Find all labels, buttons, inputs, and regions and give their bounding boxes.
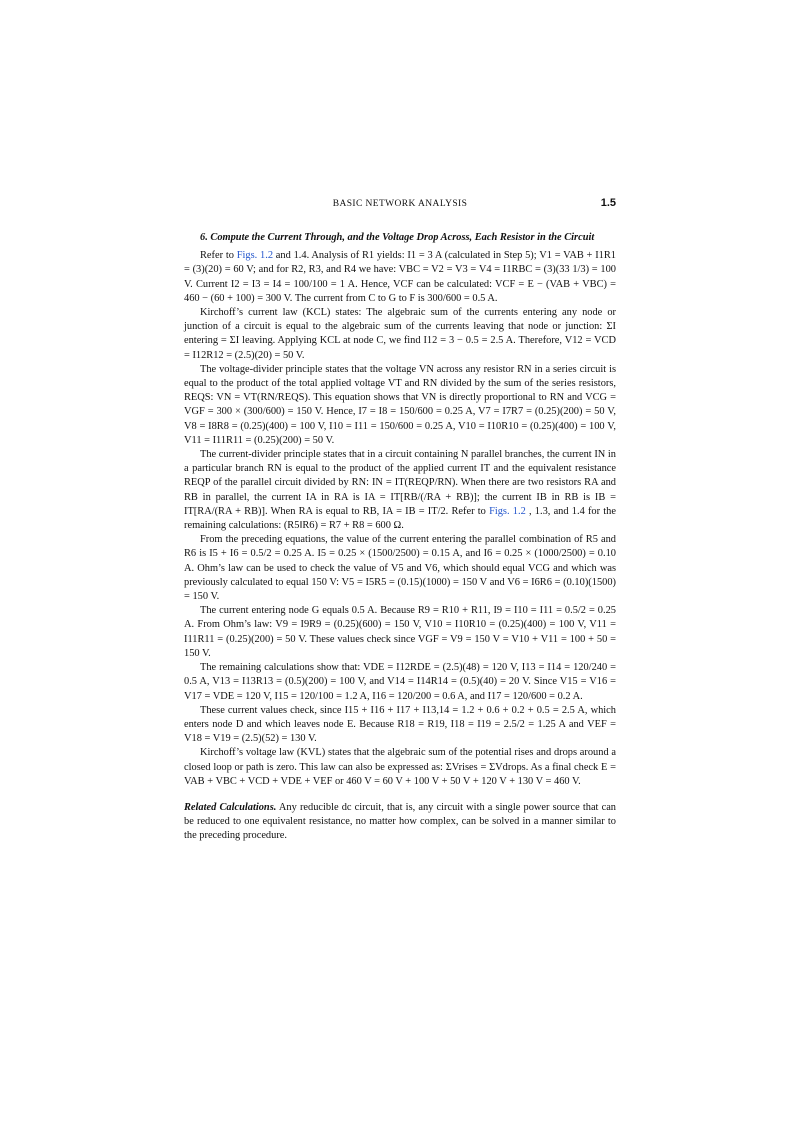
paragraph-current-divider — [184, 448, 616, 533]
text-run: and 1.4. Analysis of R1 yields: I1 = 3 A (calculated in Step 5); V1 = VAB + I1R1 = (3)(20) = 60 V; and for R2, R3, and R4 we have: VBC = V2 = V3 = V4 = I1RBC = (3)(33 1/3) = 100 V. Current I2 = I3 = I4 = 100/100 = 1 A. Hence, VCF can be calculated: VCF = E − (VAB + VBC) = 460 − (60 + 100) = 300 V. The current from C to G to F is 300/600 = 0.5 A. — [184, 250, 616, 304]
text-run: Refer to — [200, 250, 237, 262]
paragraph-kvl: Kirchoff’s voltage law (KVL) states that the algebraic sum of the potential rises and drops around a closed loop or path is zero. This law can also be expressed as: ΣVrises = ΣVdrops. As a final check E = VAB + VBC + VCD + VDE + VEF or 460 V = 60 V + 100 V + 50 V + 120 V + 130 V = 460 V. — [184, 747, 616, 787]
figure-link[interactable]: Figs. 1.2 — [236, 250, 274, 262]
paragraph-parallel-combination: From the preceding equations, the value of the current entering the parallel combination of R5 and R6 is I5 + I6 = 0.5/2 = 0.25 A. I5 = 0.25 × (1500/2500) = 0.15 A, and I6 = 0.25 × (1000/2500) = 0.10 A. Ohm’s law can be used to check the value of V5 and V6, which should equal VCG and which was previously calculated to equal 150 V: V5 = I5R5 = (0.15)(1000) = 150 V and V6 = I6R6 = (0.10)(1500) = 150 V. — [184, 534, 616, 603]
paragraph-node-g: The current entering node G equals 0.5 A. Because R9 = R10 + R11, I9 = I10 = I11 = 0.5/2 = 0.25 A. From Ohm’s law: V9 = I9R9 = (0.25)(600) = 150 V, V10 = I10R10 = (0.25)(400) = 100 V, V11 = I11R11 = (0.25)(200) = 50 V. These values check since VGF = V9 = 150 V = V10 + V11 = 100 + 50 = 150 V. — [184, 605, 616, 659]
running-header — [184, 199, 616, 215]
related-label: Related Calculations. — [184, 801, 277, 813]
figure-link[interactable]: Figs. 1.2 — [489, 505, 526, 517]
related-text: Any reducible dc circuit, that is, any circuit with a single power source that can be reduced to one equivalent resistance, no matter how complex, can be solved in a manner similar to the preceding procedure. — [184, 801, 616, 842]
paragraph-remaining-calculations: The remaining calculations show that: VDE = I12RDE = (2.5)(48) = 120 V, I13 = I14 = 120/240 = 0.5 A, V13 = I13R13 = (0.5)(200) = 100 V, and V14 = I14R14 = (0.5)(40) = 20 V. Since V15 = V16 = V17 = VDE = 120 V, I15 = 120/100 = 1.2 A, I16 = 120/200 = 0.6 A, and I17 = 120/600 = 0.2 A. — [184, 662, 616, 702]
page-number: 1.5 — [600, 197, 616, 209]
paragraph-analysis-r1 — [184, 249, 616, 306]
body-text — [184, 231, 616, 844]
text-run: , 1.3, and 1.4 for the remaining calculations: (R5‖R6) = R7 + R8 = 600 Ω. — [184, 505, 616, 532]
step-heading: 6. Compute the Current Through, and the Voltage Drop Across, Each Resistor in the Circuit — [200, 232, 595, 243]
text-run: The current-divider principle states that in a circuit containing N parallel branches, the current IN in a particular branch RN is equal to the product of the applied current IT and the equivalent resistance REQP of the parallel circuit divided by RN: IN = IT(REQP/RN). When there are two resistors RA and RB in parallel, the current IA in RA is IA = IT[RB/(/RA + RB)]; the current IB in RB is IB = IT[RA/(RA + RB)]. When RA is equal to RB, IA = IB = IT/2. Refer to — [184, 449, 616, 517]
paragraph-kcl: Kirchoff’s current law (KCL) states: The algebraic sum of the currents entering any node or junction of a circuit is equal to the algebraic sum of the currents leaving that node or junction: ΣI entering = ΣI leaving. Applying KCL at node C, we find I12 = 3 − 0.5 = 2.5 A. Therefore, V12 = VCD = I12R12 = (2.5)(20) = 50 V. — [184, 307, 616, 361]
paragraph-current-check: These current values check, since I15 + I16 + I17 + I13,14 = 1.2 + 0.6 + 0.2 + 0.5 = 2.5 A, which enters node D and which leaves node E. Because R18 = R19, I18 = I19 = 2.5/2 = 1.25 A and VEF = V18 = V19 = (2.5)(52) = 130 V. — [184, 704, 616, 745]
paragraph-voltage-divider: The voltage-divider principle states that the voltage VN across any resistor RN in a series circuit is equal to the product of the total applied voltage VT and RN divided by the sum of the series resistors, REQS: VN = VT(RN/REQS). This equation shows that VN is directly proportional to RN and VCG = VGF = 300 × (300/600) = 150 V. Hence, I7 = I8 = 150/600 = 0.25 A, V7 = I7R7 = (0.25)(200) = 50 V, V8 = I8R8 = (0.25)(400) = 100 V, I10 = I11 = 150/600 = 0.25 A, V10 = I10R10 = (0.25)(400) = 100 V, V11 = I11R11 = (0.25)(200) = 50 V. — [184, 363, 616, 446]
related-calculations — [184, 801, 616, 844]
running-title: BASIC NETWORK ANALYSIS — [332, 199, 468, 209]
